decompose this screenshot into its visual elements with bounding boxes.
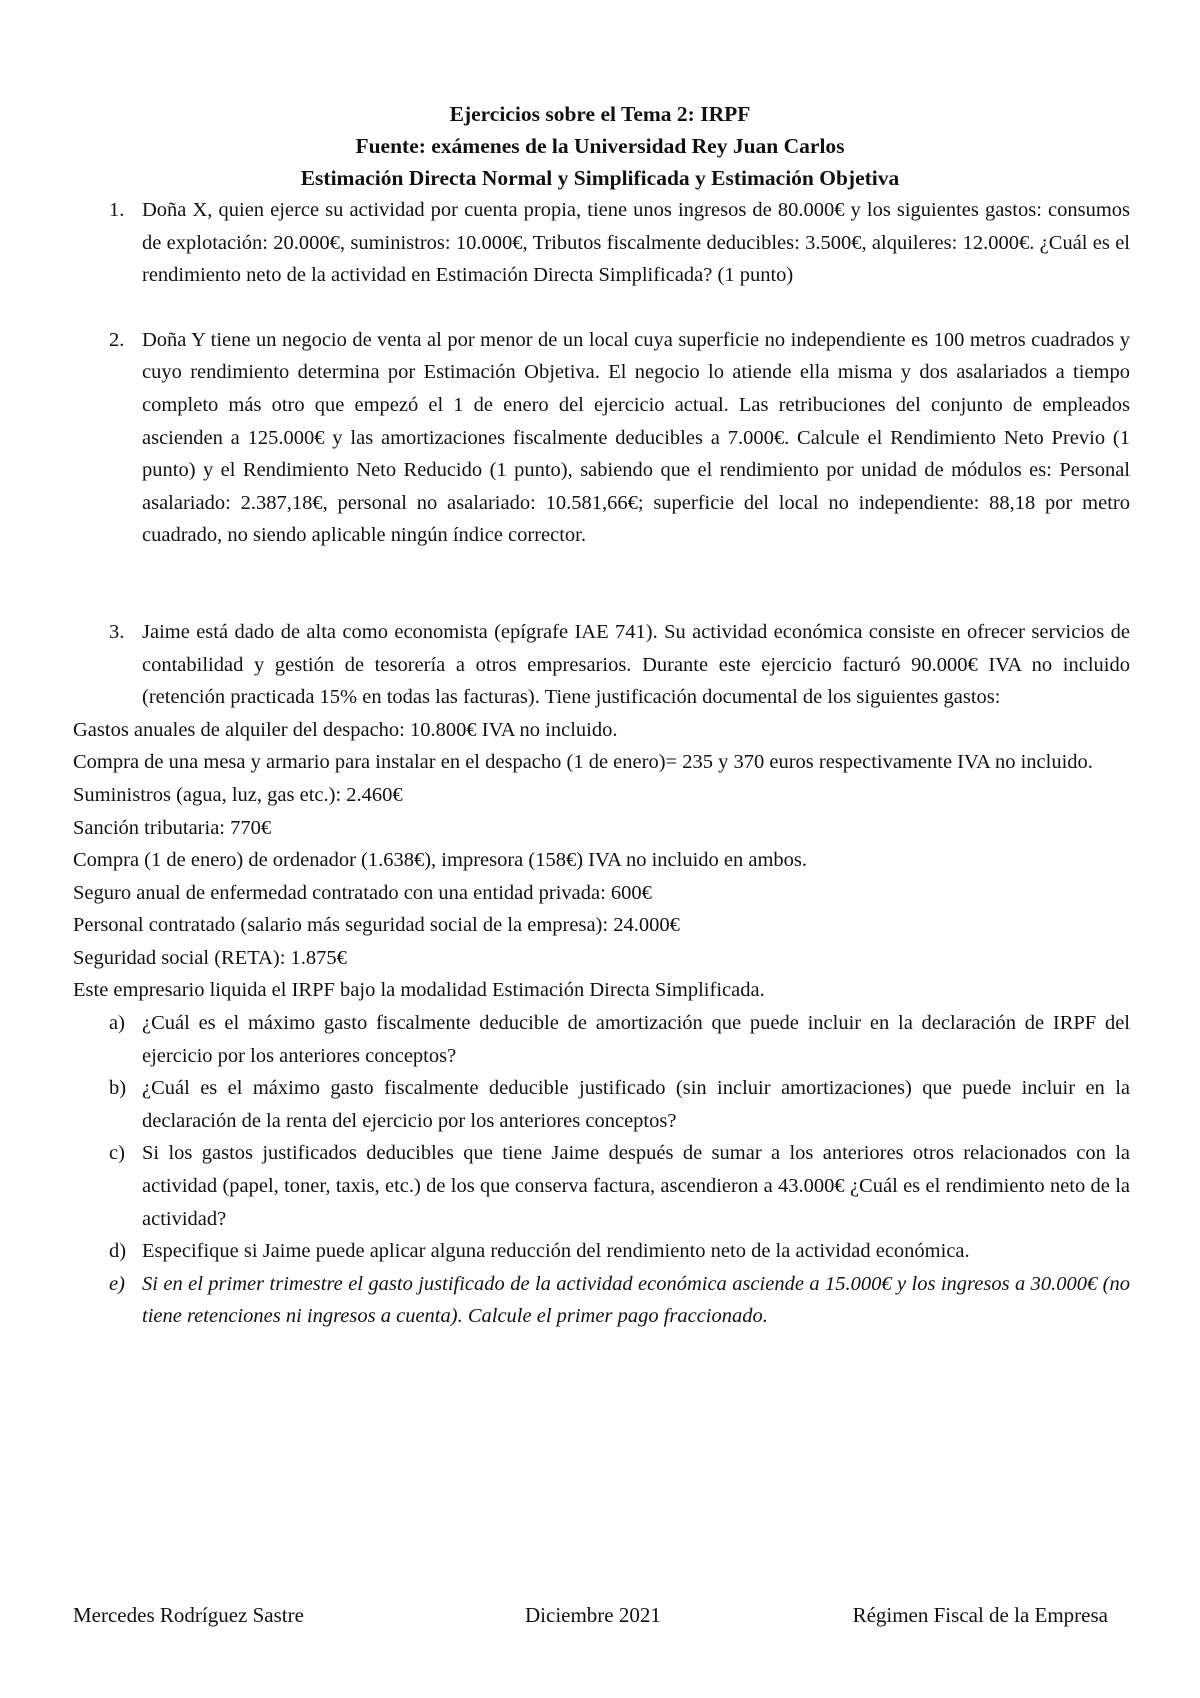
expense-line: Sanción tributaria: 770€ bbox=[73, 816, 272, 839]
question-letter: b) bbox=[109, 1077, 127, 1100]
exercise-number: 3. bbox=[109, 620, 125, 643]
document-header bbox=[0, 98, 1200, 194]
question-text: ¿Cuál es el máximo gasto fiscalmente deducible justificado (sin incluir amortizaciones) que puede incluir en la declaración de la renta del ejercicio por los anteriores conceptos? bbox=[142, 1077, 1130, 1132]
exercise-number: 2. bbox=[109, 328, 125, 351]
exercise-text: Doña Y tiene un negocio de venta al por menor de un local cuya superficie no independiente es 100 metros cuadrados y cuyo rendimiento determina por Estimación Objetiva. El negocio lo atiende ella misma y dos asalariados a tiempo completo más otro que empezó el 1 de enero del ejercicio actual. Las retribuciones del conjunto de empleados ascienden a 125.000€ y las amortizaciones fiscalmente deducibles a 7.000€. Calcule el Rendimiento Neto Previo (1 punto) y el Rendimiento Neto Reducido (1 punto), sabiendo que el rendimiento por unidad de módulos es: Personal asalariado: 2.387,18€, personal no asalariado: 10.581,66€; superficie del local no independiente: 88,18 por metro cuadrado, no siendo aplicable ningún índice corrector. bbox=[142, 328, 1130, 547]
question-e bbox=[73, 1268, 1130, 1333]
document-body bbox=[73, 194, 1130, 1333]
expense-line: Personal contratado (salario más seguridad social de la empresa): 24.000€ bbox=[73, 914, 680, 937]
question-letter: c) bbox=[109, 1142, 125, 1165]
expense-line: Suministros (agua, luz, gas etc.): 2.460€ bbox=[73, 783, 403, 806]
question-c bbox=[73, 1137, 1130, 1235]
exercise-2 bbox=[73, 324, 1130, 552]
header-source: Fuente: exámenes de la Universidad Rey Juan Carlos bbox=[355, 134, 845, 158]
exercise-number: 1. bbox=[109, 199, 125, 221]
question-b bbox=[73, 1072, 1130, 1137]
expense-line: Seguridad social (RETA): 1.875€ bbox=[73, 946, 347, 969]
header-subtitle: Estimación Directa Normal y Simplificada y Estimación Objetiva bbox=[300, 166, 900, 190]
expense-line: Seguro anual de enfermedad contratado con una entidad privada: 600€ bbox=[73, 881, 652, 904]
footer-author: Mercedes Rodríguez Sastre bbox=[73, 1603, 304, 1627]
exercise-text: Jaime está dado de alta como economista (epígrafe IAE 741). Su actividad económica consiste en ofrecer servicios de contabilidad y gestión de tesorería a otros empresarios. Durante este ejercicio facturó 90.000€ IVA no incluido (retención practicada 15% en todas las facturas). Tiene justificación documental de los siguientes gastos: bbox=[142, 620, 1130, 709]
footer-date: Diciembre 2021 bbox=[525, 1603, 661, 1627]
exercise-3 bbox=[73, 616, 1130, 714]
question-d bbox=[73, 1235, 1130, 1268]
question-text: Si en el primer trimestre el gasto justificado de la actividad económica asciende a 15.000€ y los ingresos a 30.000€ (no tiene retenciones ni ingresos a cuenta). Calcule el primer pago fraccionado. bbox=[142, 1272, 1130, 1328]
expense-line: Compra (1 de enero) de ordenador (1.638€), impresora (158€) IVA no incluido en ambos. bbox=[73, 849, 808, 872]
question-text: Especifique si Jaime puede aplicar alguna reducción del rendimiento neto de la actividad económica. bbox=[142, 1240, 970, 1263]
regime-statement: Este empresario liquida el IRPF bajo la modalidad Estimación Directa Simplificada. bbox=[73, 979, 765, 1002]
question-text: ¿Cuál es el máximo gasto fiscalmente deducible de amortización que puede incluir en la declaración de IRPF del ejercicio por los anteriores conceptos? bbox=[142, 1012, 1130, 1067]
exercise-1 bbox=[73, 194, 1130, 292]
expense-line: Gastos anuales de alquiler del despacho: 10.800€ IVA no incluido. bbox=[73, 718, 618, 741]
expense-line: Compra de una mesa y armario para instalar en el despacho (1 de enero)= 235 y 370 euros respectivamente IVA no incluido. bbox=[73, 751, 1093, 774]
question-a bbox=[73, 1007, 1130, 1072]
question-letter: d) bbox=[109, 1240, 127, 1263]
header-title: Ejercicios sobre el Tema 2: IRPF bbox=[449, 102, 751, 126]
footer-subject: Régimen Fiscal de la Empresa bbox=[852, 1603, 1108, 1627]
question-text: Si los gastos justificados deducibles que tiene Jaime después de sumar a los anteriores otros relacionados con la actividad (papel, toner, taxis, etc.) de los que conserva factura, ascendieron a 43.000€ ¿Cuál es el rendimiento neto de la actividad? bbox=[142, 1142, 1130, 1230]
question-letter: a) bbox=[109, 1012, 125, 1035]
exercise-text: Doña X, quien ejerce su actividad por cuenta propia, tiene unos ingresos de 80.000€ y los siguientes gastos: consumos de explotación: 20.000€, suministros: 10.000€, Tributos fiscalmente deducibles: 3.500€, alquileres: 12.000€. ¿Cuál es el rendimiento neto de la actividad en Estimación Directa Simplificada? (1 punto) bbox=[142, 199, 1130, 287]
question-letter: e) bbox=[109, 1272, 125, 1295]
